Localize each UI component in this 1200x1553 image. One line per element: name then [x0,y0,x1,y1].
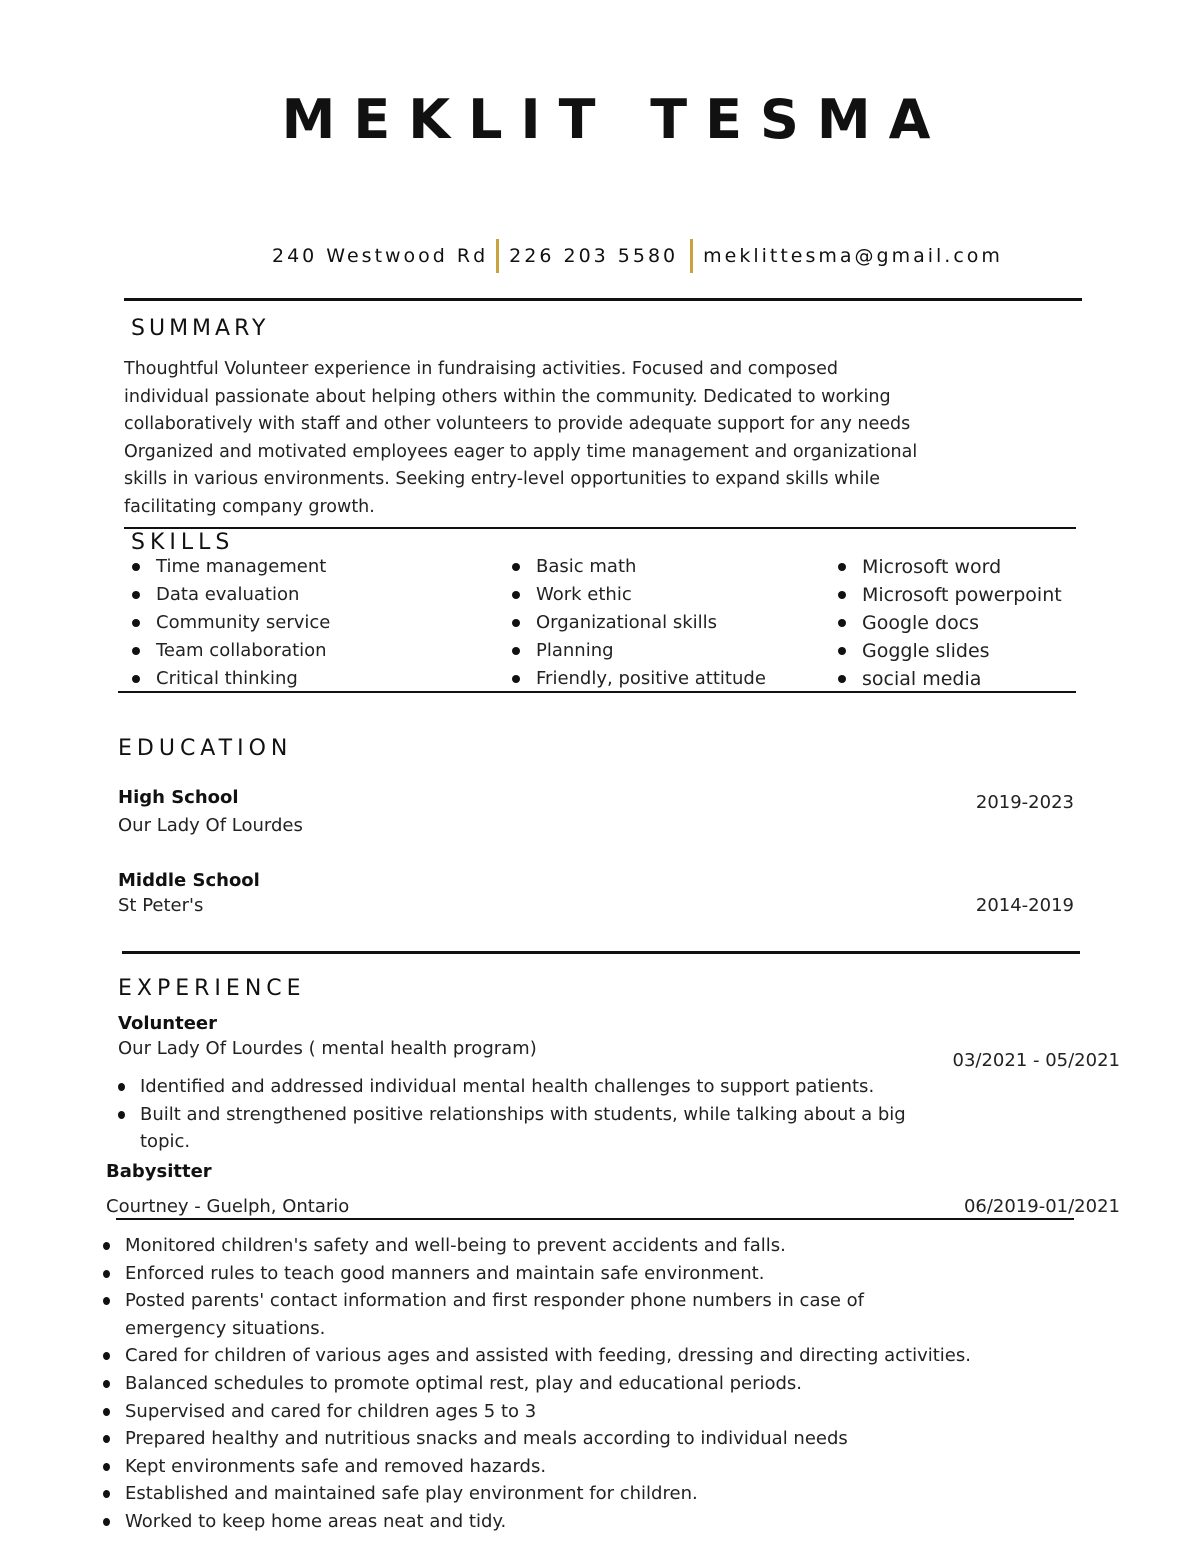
divider [118,691,1076,693]
summary-line: Thoughtful Volunteer experience in fundraising activities. Focused and composed [124,359,838,379]
education-degree: High School [118,787,239,808]
skills-heading: SKILLS [131,530,235,555]
summary-line: skills in various environments. Seeking entry-level opportunities to expand skills while [124,469,881,489]
job-bullet: Kept environments safe and removed hazards. [103,1453,1023,1481]
skills-column-1 [130,553,330,693]
job-bullet: Enforced rules to teach good manners and maintain safe environment. [103,1260,1023,1288]
divider [124,298,1082,301]
skills-column-2 [510,553,766,693]
job-bullet: Posted parents' contact information and first responder phone numbers in case of emergency situations. [103,1287,915,1342]
education-degree: Middle School [118,870,260,891]
job-bullet: Supervised and cared for children ages 5 to 3 [103,1398,1023,1426]
skill-item: Critical thinking [130,665,330,693]
skill-item: Microsoft word [836,553,1062,581]
skill-item: Basic math [510,553,766,581]
contact-divider [496,239,499,273]
skill-item: Work ethic [510,581,766,609]
skills-column-3 [836,553,1062,693]
skill-item: Time management [130,553,330,581]
job-organization: Our Lady Of Lourdes ( mental health program) [118,1038,537,1059]
job-dates: 03/2021 - 05/2021 [952,1050,1120,1071]
job-bullet: Built and strengthened positive relationships with students, while talking about a big topic. [118,1101,908,1156]
job-bullet: Established and maintained safe play environment for children. [103,1480,1023,1508]
job-bullet: Worked to keep home areas neat and tidy. [103,1508,1023,1536]
job-bullet: Balanced schedules to promote optimal rest, play and educational periods. [103,1370,1023,1398]
job-role: Volunteer [118,1013,218,1034]
education-school: St Peter's [118,895,204,916]
email: meklittesma@gmail.com [703,245,1003,267]
summary-line: individual passionate about helping others within the community. Dedicated to working [124,386,891,407]
summary-line: Organized and motivated employees eager to apply time management and organizational [124,441,918,462]
education-heading: EDUCATION [118,736,293,761]
job-bullets [103,1232,1023,1536]
skill-item: Team collaboration [130,637,330,665]
address: 240 Westwood Rd [272,245,489,267]
skill-item: Friendly, positive attitude [510,665,766,693]
education-dates: 2014-2019 [975,895,1074,916]
skill-item: Data evaluation [130,581,330,609]
job-dates: 06/2019-01/2021 [963,1196,1120,1217]
job-bullet: Cared for children of various ages and assisted with feeding, dressing and directing activities. [103,1342,1023,1370]
skill-item: Google docs [836,609,1062,637]
skill-item: Community service [130,609,330,637]
job-bullet: Monitored children's safety and well-being to prevent accidents and falls. [103,1232,1023,1260]
education-dates: 2019-2023 [975,792,1074,813]
job-bullets [118,1073,908,1156]
job-bullet: Prepared healthy and nutritious snacks and meals according to individual needs [103,1425,1023,1453]
skill-item: Planning [510,637,766,665]
summary-line: facilitating company growth. [124,496,375,517]
contact-info [272,238,1003,274]
summary-heading: SUMMARY [131,316,270,341]
job-organization: Courtney - Guelph, Ontario [106,1196,350,1217]
skill-item: Microsoft powerpoint [836,581,1062,609]
divider [124,527,1076,529]
skill-item: Goggle slides [836,637,1062,665]
candidate-name: MEKLIT TESMA [281,88,949,151]
job-role: Babysitter [106,1161,212,1182]
education-school: Our Lady Of Lourdes [118,815,303,836]
experience-heading: EXPERIENCE [118,976,306,1001]
phone: 226 203 5580 [509,245,679,267]
divider [122,951,1080,954]
contact-divider [690,239,693,273]
skill-item: social media [836,665,1062,693]
divider [116,1218,1074,1220]
job-bullet: Identified and addressed individual mental health challenges to support patients. [118,1073,908,1101]
summary-text [124,356,984,521]
skill-item: Organizational skills [510,609,766,637]
summary-line: collaboratively with staff and other volunteers to provide adequate support for any needs [124,414,911,434]
